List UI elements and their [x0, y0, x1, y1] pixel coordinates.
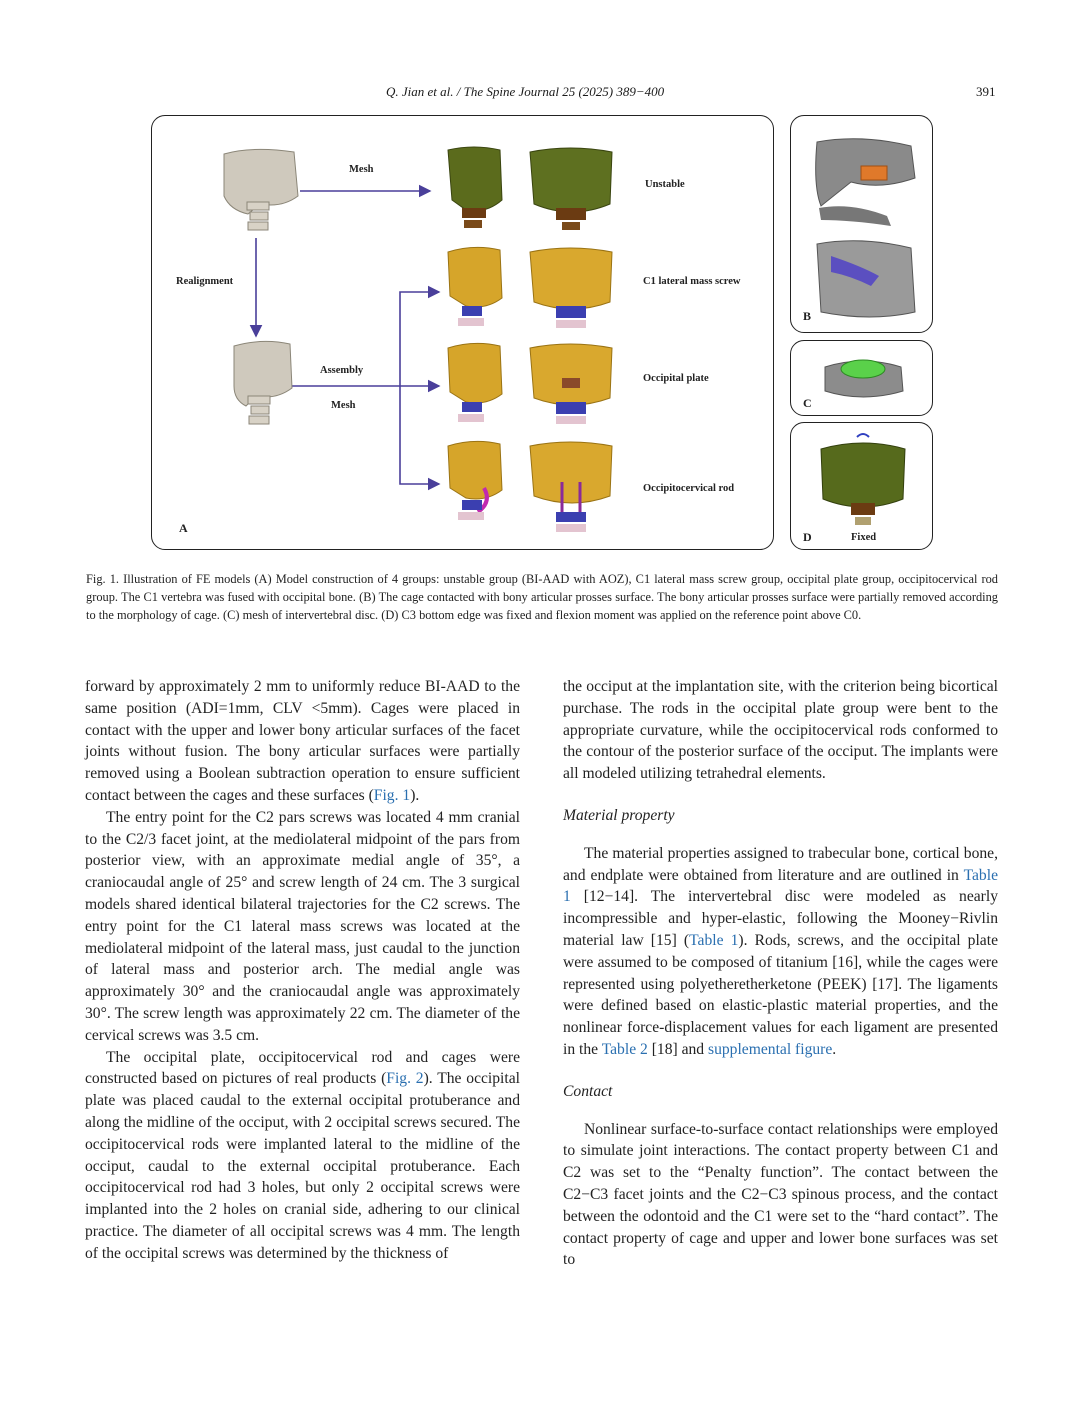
page-number: 391 [976, 84, 996, 99]
row-label-unstable: Unstable [645, 179, 685, 190]
figure-panel-b [790, 115, 933, 333]
figure-panel-c [790, 340, 933, 416]
figure-caption: Fig. 1. Illustration of FE models (A) Model construction of 4 groups: unstable group (BI-AAD with AOZ), C1 lateral mass screw group, occipital plate group, occipitocervical rod group. The C1 vertebra was fused with occipital bone. (B) The cage contacted with bony articular prosses surface. The bony articular prosses surface were partially removed according to the morphology of cage. (C) mesh of intervertebral disc. (D) C3 bottom edge was fixed and flexion moment was applied on the reference point above C0. [86, 572, 998, 622]
table2-link[interactable]: Table 2 [601, 1040, 648, 1058]
panel-c-graphics [791, 341, 932, 415]
right-column [563, 676, 998, 1271]
row-label-oc-rod: Occipitocervical rod [643, 483, 735, 494]
fig2-link[interactable]: Fig. 2 [386, 1070, 424, 1088]
label-realignment: Realignment [176, 276, 234, 287]
section-heading-material: Material property [563, 806, 675, 824]
left-paragraph-2: The entry point for the C2 pars screws was located 4 mm cranial to the C2/3 facet joint, at the mediolateral midpoint of the pars from posterior view, with an approximate medial angle of 35°, a craniocaudal angle of 25° and screw length of 24 cm. The 3 surgical models shared identical bilateral trajectories for the C2 screws. The entry point for the C1 lateral mass screws was located at the mediolateral midpoint of the lateral mass, just caudal to the junction of lateral mass and posterior arch. The medial angle was approximately 30° and the craniocaudal angle was approximately 30°. The screw length was approximately 22 cm. The diameter of the cervical screws was 3.5 cm. [85, 808, 520, 1044]
table1-link-2[interactable]: Table 1 [689, 931, 739, 949]
supplemental-figure-link[interactable]: supplemental figure [708, 1040, 833, 1058]
left-paragraph-1: forward by approximately 2 mm to uniformly reduce BI-AAD to the same position (ADI=1mm, CLV <5mm). Cages were placed in contact with the upper and lower bony articular surfaces of the facet joints without fusion. The bony articular surfaces were partially removed using a Boolean subtraction operation to ensure sufficient contact between the cages and these surfaces (Fig. 1). [85, 678, 520, 804]
label-mesh-top: Mesh [349, 164, 374, 175]
occipitocervical-rod-model [448, 441, 612, 532]
left-column [85, 676, 520, 1265]
panel-a-letter: A [179, 521, 188, 535]
row-label-c1-screw: C1 lateral mass screw [643, 276, 741, 287]
grey-skull-model-bottom [234, 341, 292, 424]
panel-d-graphics [791, 423, 932, 549]
unstable-model-lateral [448, 147, 502, 228]
right-paragraph-2: The material properties assigned to trabecular bone, cortical bone, and endplate were obtained from literature and are outlined in Table 1 [12−14]. The intervertebral disc were modeled as nearly incompressible and hyper-elastic, following the Mooney−Rivlin material law [15] (Table 1). Rods, screws, and the occipital plate were assumed to be composed of titanium [16], while the cages were represented using polyetheretherketone (PEEK) [17]. The ligaments were defined based on elastic-plastic material properties, and the nonlinear force-displacement values for each ligament are presented in the Table 2 [18] and supplemental figure. [563, 844, 998, 1058]
figure-panel-d [790, 422, 933, 550]
panel-b-graphics [791, 116, 932, 332]
label-mesh-bottom: Mesh [331, 400, 356, 411]
fig1-link[interactable]: Fig. 1 [373, 786, 411, 804]
occipital-plate-model [448, 343, 612, 424]
unstable-model-posterior [530, 148, 612, 230]
section-heading-contact: Contact [563, 1082, 613, 1100]
right-paragraph-1: the occiput at the implantation site, with the criterion being bicortical purchase. The rods in the occipital plate group were bent to the appropriate curvature, while the occipitocervical rods conformed to the contour of the posterior surface of the occiput. The implants were all modeled utilizing tetrahedral elements. [563, 678, 998, 783]
row-label-occipital-plate: Occipital plate [643, 373, 709, 384]
panel-b-letter: B [803, 309, 812, 323]
right-paragraph-3: Nonlinear surface-to-surface contact relationships were employed to simulate joint interactions. The contact property between C1 and C2 was set to the “Penalty function”. The contact between the C2−C3 facet joints and the C2−C3 spinous process, and the contact between the odontoid and the C1 were set to the “hard contact”. The contact property of cage and upper and lower bone surfaces was set to [563, 1120, 998, 1269]
grey-skull-model-top [224, 149, 298, 230]
c1-screw-model [448, 247, 612, 328]
panel-d-letter: D [803, 530, 812, 544]
left-paragraph-3: The occipital plate, occipitocervical rod and cages were constructed based on pictures of real products (Fig. 2). The occipital plate was placed caudal to the external occipital protuberance and along the midline of the occiput, with 2 occipital screws secured. The occipitocervical rods were implanted lateral to the midline of the occiput, caudal to the external occipital protuberance. Each occipitocervical rod had 3 holes, but only 2 occipital screws were implanted into the 2 holes on cranial side, adhering to our clinical practice. The diameter of all occipital screws was 4 mm. The length of the occipital screws was determined by the thickness of [85, 1048, 520, 1262]
panel-c-letter: C [803, 396, 812, 410]
label-fixed: Fixed [851, 532, 877, 543]
figure-panel-a [151, 115, 774, 550]
header-citation: Q. Jian et al. / The Spine Journal 25 (2025) 389−400 [386, 84, 665, 99]
table1-link[interactable]: Table 1 [563, 866, 998, 906]
label-assembly: Assembly [320, 365, 364, 376]
running-header [0, 84, 1080, 104]
